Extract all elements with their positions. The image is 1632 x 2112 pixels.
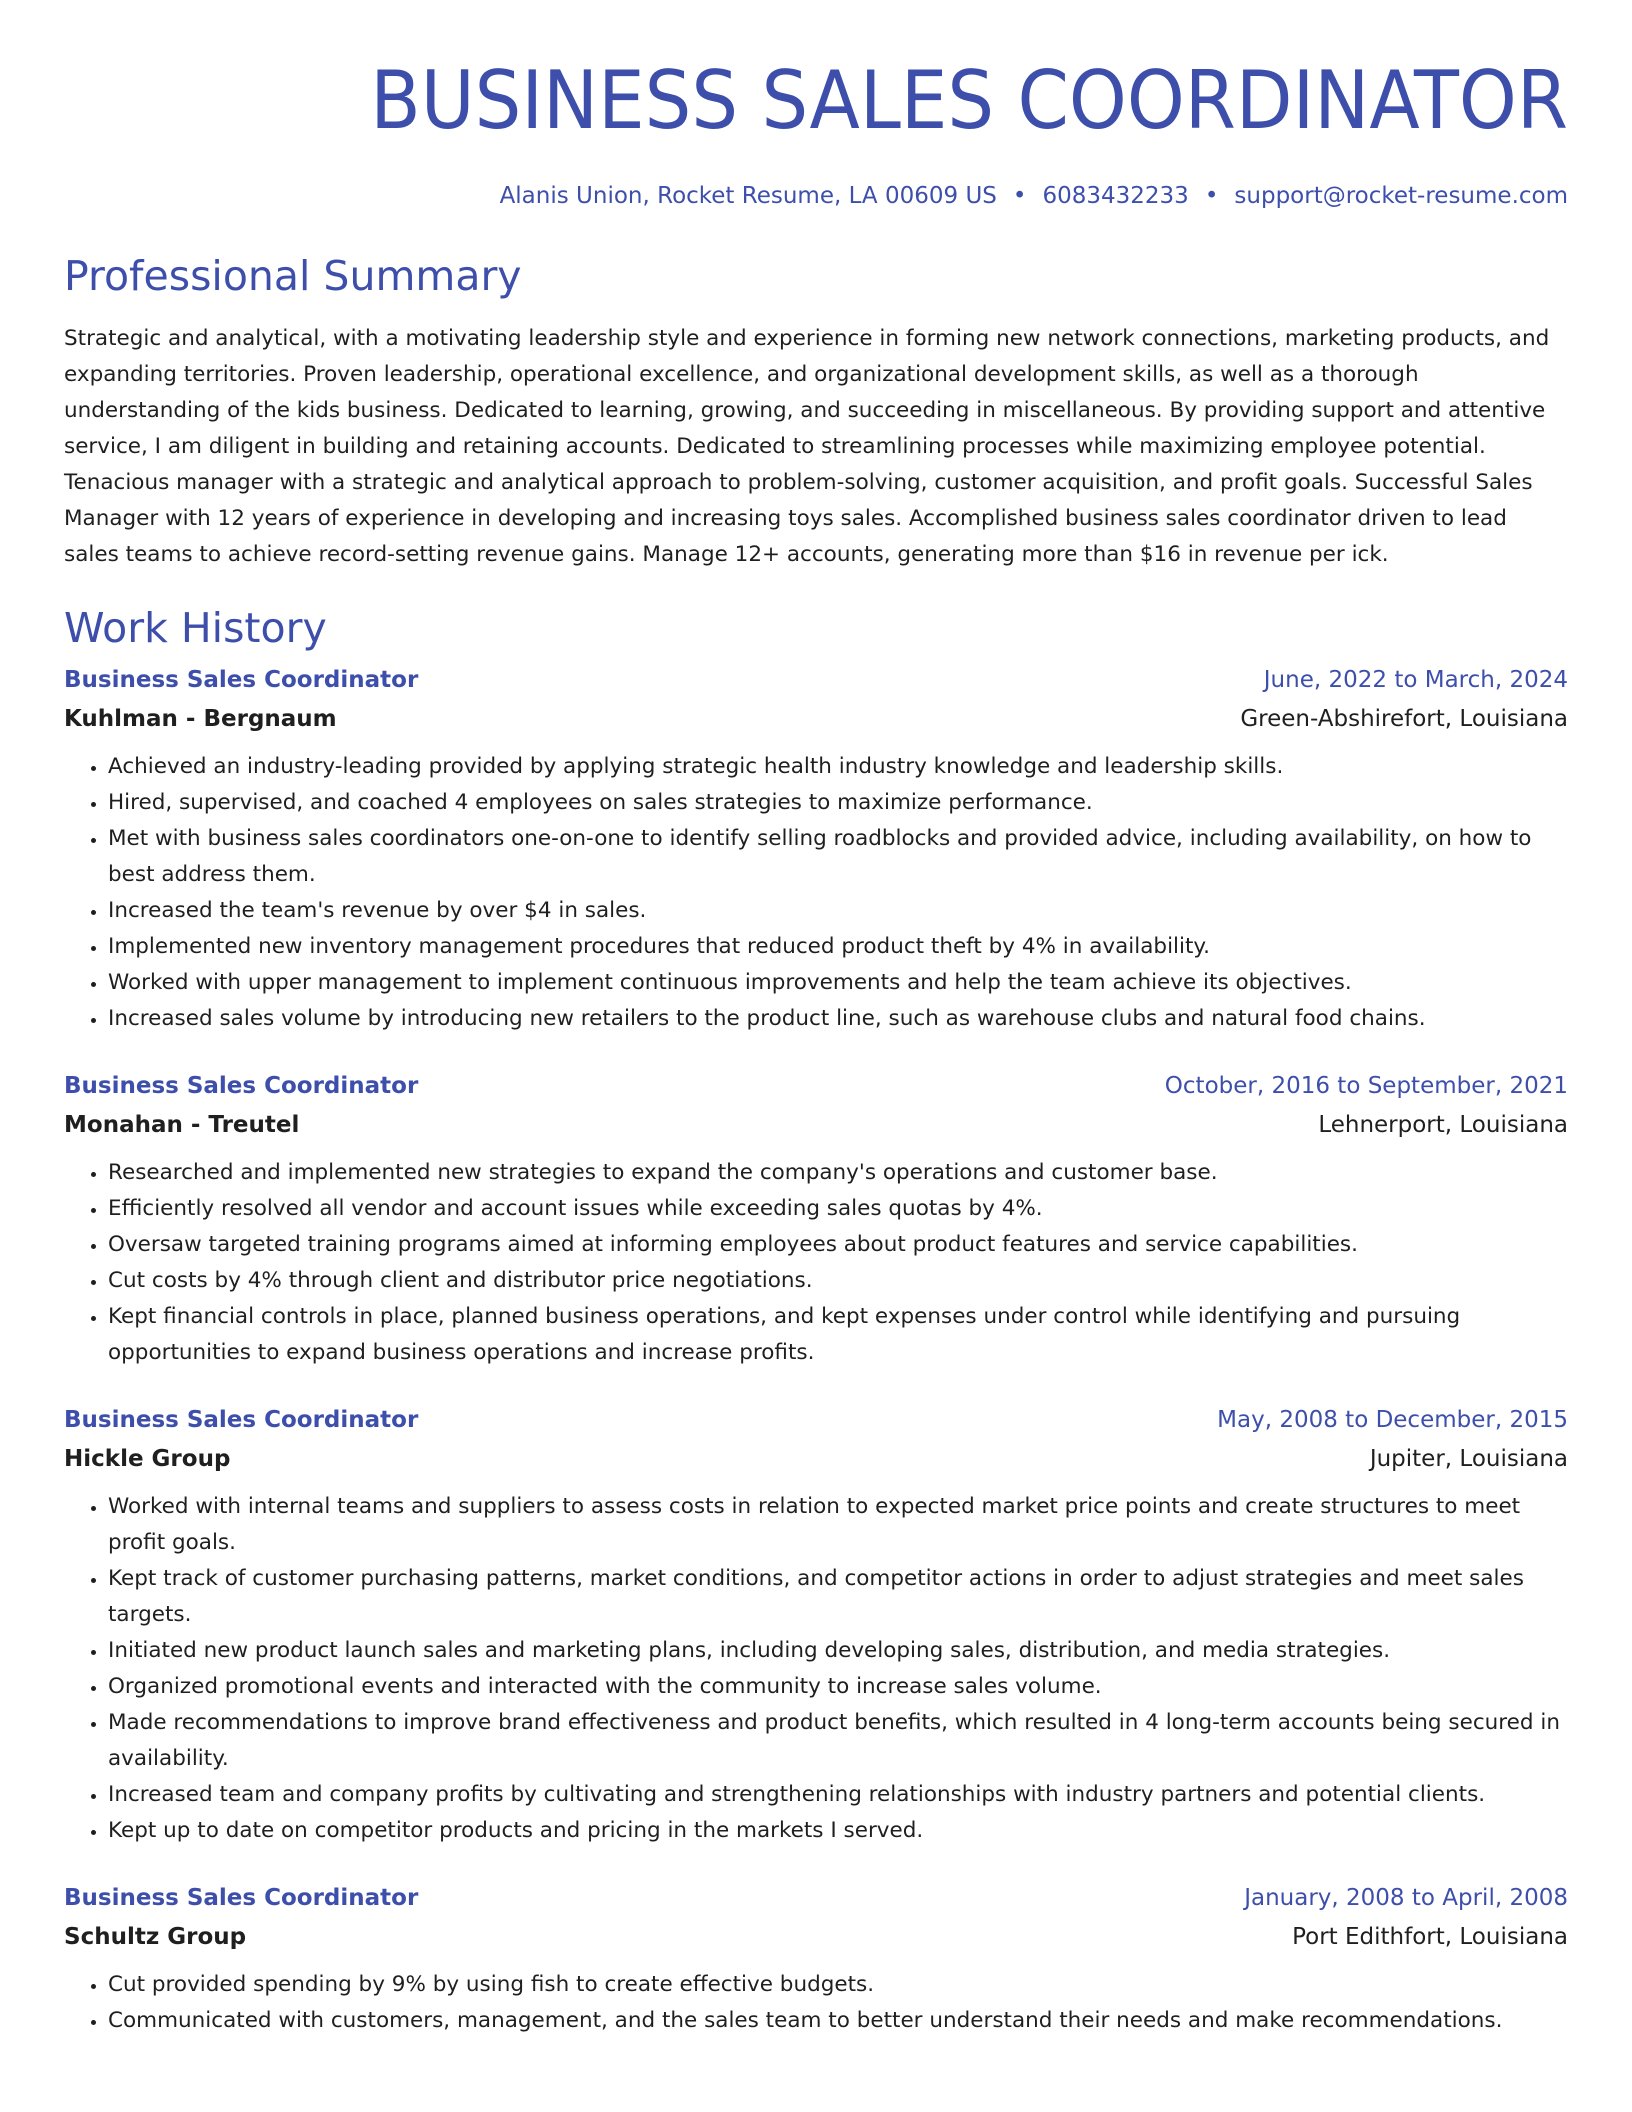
job-title-row: [64, 1879, 1568, 1917]
job-location: Jupiter, Louisiana: [1369, 1446, 1568, 1472]
job-company-row: [64, 1105, 1568, 1145]
job-bullet: • Met with business sales coordinators one-on-one to identify selling roadblocks and provided advice, including availability, on how to best address them.: [108, 821, 1568, 893]
job-bullet: • Kept financial controls in place, planned business operations, and kept expenses under control while identifying and pursuing opportunities to expand business operations and increase profits.: [108, 1299, 1568, 1371]
contact-address: Alanis Union, Rocket Resume, LA 00609 US: [499, 183, 997, 209]
job-bullet: • Increased sales volume by introducing new retailers to the product line, such as warehouse clubs and natural food chains.: [108, 1001, 1568, 1037]
job-title: Business Sales Coordinator: [64, 1407, 419, 1433]
job-location: Green-Abshirefort, Louisiana: [1240, 706, 1568, 732]
job-bullet: • Initiated new product launch sales and marketing plans, including developing sales, distribution, and media strategies.: [108, 1633, 1568, 1669]
job-entry: [64, 1401, 1568, 1849]
job-entry: [64, 1067, 1568, 1371]
job-location: Port Edithfort, Louisiana: [1292, 1924, 1568, 1950]
contact-email: support@rocket-resume.com: [1234, 183, 1568, 209]
job-bullet: • Organized promotional events and interacted with the community to increase sales volume.: [108, 1669, 1568, 1705]
job-dates: October, 2016 to September, 2021: [1164, 1073, 1568, 1099]
job-bullet: • Kept track of customer purchasing patterns, market conditions, and competitor actions in order to adjust strategies and meet sales targets.: [108, 1561, 1568, 1633]
job-title: Business Sales Coordinator: [64, 1073, 419, 1099]
job-bullet: • Increased team and company profits by cultivating and strengthening relationships with industry partners and potential clients.: [108, 1777, 1568, 1813]
job-bullet-list: [64, 749, 1568, 1037]
job-bullet: • Kept up to date on competitor products and pricing in the markets I served.: [108, 1813, 1568, 1849]
job-title: Business Sales Coordinator: [64, 667, 419, 693]
job-dates: June, 2022 to March, 2024: [1263, 667, 1568, 693]
resume-name-heading: BUSINESS SALES COORDINATOR: [370, 54, 1569, 147]
job-bullet: • Oversaw targeted training programs aimed at informing employees about product features and service capabilities.: [108, 1227, 1568, 1263]
summary-text: Strategic and analytical, with a motivating leadership style and experience in forming new network connections, marketing products, and expanding territories. Proven leadership, operational excellence, and organizational development skills, as well as a thorough understanding of the kids business. Dedicated to learning, growing, and succeeding in miscellaneous. By providing support and attentive service, I am diligent in building and retaining accounts. Dedicated to streamlining processes while maximizing employee potential. Tenacious manager with a strategic and analytical approach to problem-solving, customer acquisition, and profit goals. Successful Sales Manager with 12 years of experience in developing and increasing toys sales. Accomplished business sales coordinator driven to lead sales teams to achieve record-setting revenue gains. Manage 12+ accounts, generating more than $16 in revenue per ick.: [64, 326, 1550, 567]
job-entry: [64, 1879, 1568, 2039]
job-bullet: • Cut costs by 4% through client and distributor price negotiations.: [108, 1263, 1568, 1299]
job-title: Business Sales Coordinator: [64, 1885, 419, 1911]
job-company-row: [64, 699, 1568, 739]
job-location: Lehnerport, Louisiana: [1318, 1112, 1568, 1138]
job-title-row: [64, 661, 1568, 699]
job-bullet: • Efficiently resolved all vendor and account issues while exceeding sales quotas by 4%.: [108, 1191, 1568, 1227]
contact-separator: •: [1204, 183, 1219, 209]
job-bullet: • Worked with upper management to implement continuous improvements and help the team achieve its objectives.: [108, 965, 1568, 1001]
job-company-row: [64, 1439, 1568, 1479]
contact-phone: 6083432233: [1042, 183, 1189, 209]
job-company: Hickle Group: [64, 1446, 231, 1472]
contact-separator: •: [1012, 183, 1027, 209]
job-bullet: • Researched and implemented new strategies to expand the company's operations and customer base.: [108, 1155, 1568, 1191]
job-bullet-list: [64, 1489, 1568, 1849]
contact-line: [64, 181, 1568, 211]
job-entry: [64, 661, 1568, 1037]
job-bullet: • Achieved an industry-leading provided by applying strategic health industry knowledge and leadership skills.: [108, 749, 1568, 785]
job-company: Schultz Group: [64, 1924, 247, 1950]
job-bullet-list: [64, 1155, 1568, 1371]
work-history-list: [64, 661, 1568, 2039]
job-dates: May, 2008 to December, 2015: [1217, 1407, 1568, 1433]
summary-section-title: Professional Summary: [64, 252, 522, 300]
job-bullet: • Implemented new inventory management procedures that reduced product theft by 4% in availability.: [108, 929, 1568, 965]
work-history-section-title: Work History: [64, 604, 327, 652]
job-bullet: • Cut provided spending by 9% by using fish to create effective budgets.: [108, 1967, 1568, 2003]
job-dates: January, 2008 to April, 2008: [1244, 1885, 1568, 1911]
job-company-row: [64, 1917, 1568, 1957]
resume-page: [64, 0, 1568, 2039]
job-company: Kuhlman - Bergnaum: [64, 706, 337, 732]
job-title-row: [64, 1401, 1568, 1439]
job-company: Monahan - Treutel: [64, 1112, 300, 1138]
job-title-row: [64, 1067, 1568, 1105]
job-bullet: • Communicated with customers, management, and the sales team to better understand their needs and make recommendations.: [108, 2003, 1568, 2039]
job-bullet: • Increased the team's revenue by over $4 in sales.: [108, 893, 1568, 929]
job-bullet-list: [64, 1967, 1568, 2039]
job-bullet: • Hired, supervised, and coached 4 employees on sales strategies to maximize performance.: [108, 785, 1568, 821]
job-bullet: • Made recommendations to improve brand effectiveness and product benefits, which resulted in 4 long-term accounts being secured in availability.: [108, 1705, 1568, 1777]
job-bullet: • Worked with internal teams and suppliers to assess costs in relation to expected market price points and create structures to meet profit goals.: [108, 1489, 1568, 1561]
